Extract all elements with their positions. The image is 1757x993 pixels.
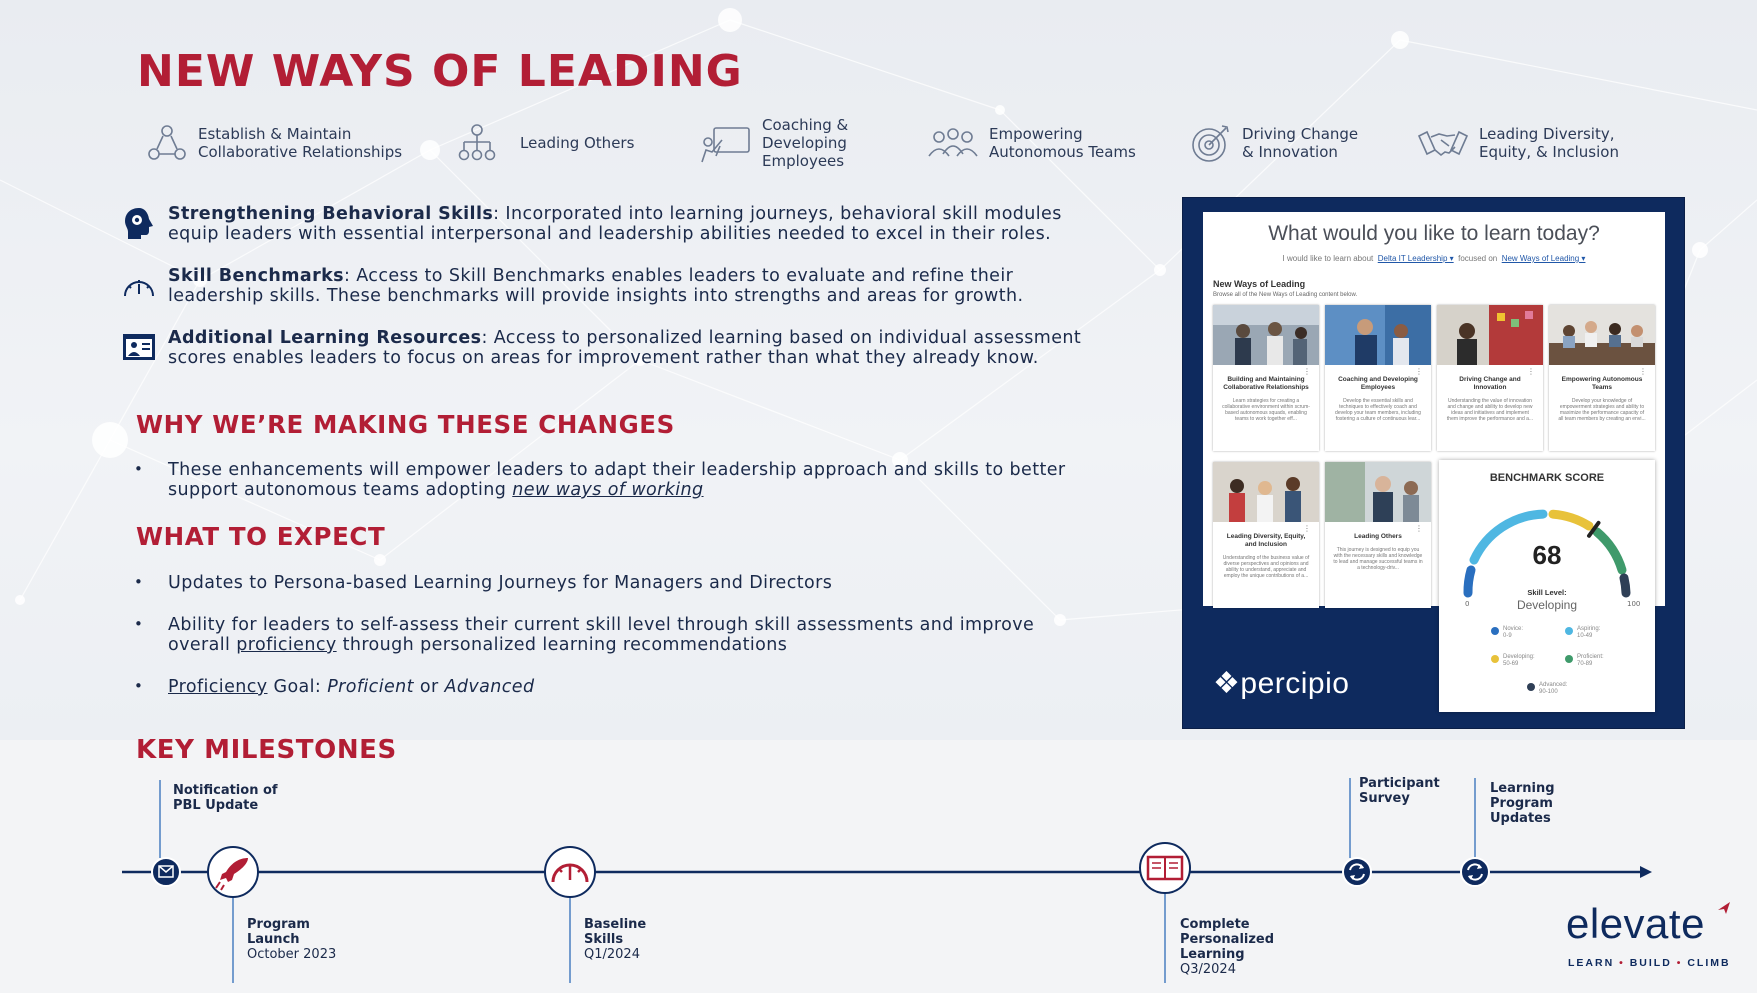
legend-aspiring	[1577, 626, 1600, 640]
feature-desc: : Incorporated into learning journeys, behavioral skill modules equip leaders with essential interpersonal and leadership abilities needed to excel in their roles.	[168, 204, 1062, 244]
expect-bullet-2	[134, 615, 1094, 655]
legend-advanced	[1539, 682, 1567, 696]
course-desc: Develop the essential skills and techniques to effectively coach and develop your team members, including fostering a culture of continuous lear...	[1335, 398, 1421, 422]
course-desc: Develop your knowledge of empowerment strategies and ability to maximize the performance capacity of all team members by creating an envi...	[1558, 398, 1646, 422]
competency-label: Coaching & Developing Employees	[762, 116, 849, 170]
filter-line	[1203, 254, 1665, 263]
bullet-text-part: These enhancements will empower leaders to adapt their leadership approach and skills to better support autonomous teams adopting	[168, 460, 1066, 500]
refresh-icon	[1461, 858, 1489, 886]
course-image	[1549, 305, 1655, 365]
course-card[interactable]	[1325, 462, 1431, 608]
course-card[interactable]	[1549, 305, 1655, 451]
competency-label: Establish & Maintain Collaborative Relationships	[198, 125, 403, 161]
course-card[interactable]	[1213, 462, 1319, 608]
topic-dropdown[interactable]: Delta IT Leadership ▾	[1377, 254, 1454, 263]
milestone-date: October 2023	[247, 947, 337, 962]
legend-dot	[1491, 655, 1499, 663]
milestone-label: Complete Personalized Learning	[1180, 917, 1275, 962]
bullet-text: Updates to Persona-based Learning Journeys for Managers and Directors	[168, 573, 833, 593]
elevate-wordmark: elevate	[1566, 900, 1705, 947]
gauge-min: 0	[1465, 600, 1470, 608]
legend-range: 10-49	[1577, 633, 1593, 639]
course-title: Coaching and Developing Employees	[1338, 376, 1418, 391]
feature-title: Strengthening Behavioral Skills	[168, 204, 494, 224]
rocket-icon	[208, 847, 258, 897]
milestones-heading: KEY MILESTONES	[136, 735, 397, 765]
milestone-label: Program Launch	[247, 917, 310, 947]
course-title: Driving Change and Innovation	[1459, 376, 1521, 391]
course-card[interactable]	[1213, 305, 1319, 451]
feature-learning-resources	[122, 328, 1082, 368]
tag-learn: LEARN	[1568, 957, 1615, 969]
bullet-text-part: or	[413, 677, 445, 697]
competency-label: Leading Diversity, Equity, & Inclusion	[1479, 125, 1619, 161]
mail-icon	[152, 858, 180, 886]
course-image	[1325, 305, 1431, 365]
bullet-text-part: through personalized learning recommendations	[336, 635, 788, 655]
feature-desc: : Access to Skill Benchmarks enables leaders to evaluate and refine their leadership skills. These benchmarks will provide insights into strengths and areas for growth.	[168, 266, 1024, 306]
collaboration-icon	[146, 122, 188, 164]
elevate-logo	[1566, 900, 1736, 975]
skill-level-value: Developing	[1516, 598, 1578, 612]
course-title: Leading Others	[1354, 533, 1402, 540]
feature-skill-benchmarks	[122, 266, 1082, 306]
course-image	[1325, 462, 1431, 522]
more-icon[interactable]: ⋮	[1415, 524, 1423, 533]
legend-name: Aspiring:	[1577, 626, 1601, 632]
more-icon[interactable]: ⋮	[1639, 367, 1647, 376]
plane-icon	[1716, 900, 1732, 916]
bullet-text	[168, 677, 1094, 697]
gauge-max: 100	[1627, 600, 1641, 608]
more-icon[interactable]: ⋮	[1303, 367, 1311, 376]
competency-coaching	[700, 112, 848, 174]
bullet-text-part: Proficient	[327, 677, 414, 697]
benchmark-title: BENCHMARK SCORE	[1489, 472, 1605, 484]
course-title: Leading Diversity, Equity, and Inclusion	[1226, 533, 1306, 548]
legend-range: 90-100	[1539, 689, 1558, 695]
legend-range: 0-9	[1503, 633, 1512, 639]
tag-sep: •	[1676, 957, 1683, 969]
why-heading: WHY WE’RE MAKING THESE CHANGES	[136, 410, 675, 439]
handshake-icon	[1417, 122, 1469, 164]
milestone-program-updates: Learning Program Updates	[1490, 781, 1555, 826]
gauge-icon	[122, 268, 156, 302]
legend-dot	[1527, 683, 1535, 691]
bullet-dot: •	[134, 460, 143, 478]
milestone-program-launch	[247, 917, 336, 962]
head-gear-icon	[122, 206, 156, 240]
feature-text	[168, 328, 1082, 368]
expect-bullet-3	[134, 677, 1094, 697]
course-desc: This journey is designed to equip you with the necessary skills and knowledge to lead and manage successful teams in a technology-driv...	[1333, 547, 1423, 571]
org-chart-icon	[456, 122, 498, 164]
legend-name: Developing:	[1503, 654, 1535, 660]
course-card[interactable]	[1437, 305, 1543, 451]
skill-level-label: Skill Level:	[1527, 588, 1567, 597]
competency-label: Leading Others	[520, 134, 635, 152]
tag-sep: •	[1619, 957, 1625, 969]
percipio-mark-icon: ❖	[1213, 667, 1241, 700]
bullet-dot: •	[134, 677, 143, 695]
bullet-dot: •	[134, 615, 143, 633]
course-title: Empowering Autonomous Teams	[1561, 376, 1643, 391]
target-icon	[1190, 122, 1232, 164]
milestone-participant-survey: Participant Survey	[1359, 776, 1440, 806]
learn-heading: What would you like to learn today?	[1268, 222, 1600, 245]
course-title: Building and Maintaining Collaborative Relationships	[1223, 376, 1309, 391]
proficiency-goal-link[interactable]: Proficiency	[168, 677, 268, 697]
course-image	[1213, 305, 1319, 365]
filter-text: focused on	[1458, 254, 1498, 263]
benchmark-score-card	[1439, 460, 1655, 712]
competency-empowering-teams	[927, 112, 1136, 174]
course-image	[1437, 305, 1543, 365]
milestone-baseline-skills	[584, 917, 646, 962]
tag-climb: CLIMB	[1687, 957, 1731, 969]
course-desc: Learn strategies for creating a collaborative environment within scrum-based autonomous squads, enabling teams to work together eff...	[1222, 398, 1310, 422]
competency-diversity	[1417, 112, 1619, 174]
bullet-dot: •	[134, 573, 143, 591]
benchmark-score: 68	[1532, 540, 1562, 570]
tag-build: BUILD	[1629, 957, 1672, 969]
competency-driving-change	[1190, 112, 1358, 174]
focus-dropdown[interactable]: New Ways of Leading ▾	[1501, 254, 1586, 263]
percipio-logo-text: percipio	[1240, 667, 1350, 700]
legend-proficient	[1577, 654, 1604, 668]
presentation-board-icon	[700, 122, 752, 164]
expect-bullet-1	[134, 573, 1094, 593]
legend-name: Novice:	[1503, 626, 1524, 632]
legend-dot	[1491, 627, 1499, 635]
course-image	[1213, 462, 1319, 522]
feature-title: Additional Learning Resources	[168, 328, 482, 348]
legend-name: Proficient:	[1577, 654, 1604, 660]
legend-range: 50-69	[1503, 661, 1519, 667]
team-icon	[927, 122, 979, 164]
legend-dot	[1565, 655, 1573, 663]
gauge-icon	[545, 847, 595, 897]
proficiency-link[interactable]: proficiency	[236, 635, 337, 655]
milestone-date: Q1/2024	[584, 947, 640, 962]
bullet-text-part: Advanced	[444, 677, 535, 697]
feature-title: Skill Benchmarks	[168, 266, 344, 286]
section-label: New Ways of Leading	[1213, 279, 1306, 289]
milestone-date: Q3/2024	[1180, 962, 1236, 977]
expect-heading: WHAT TO EXPECT	[136, 522, 386, 551]
percipio-logo	[1213, 666, 1349, 701]
browse-label: Browse all of the New Ways of Leading content below.	[1213, 292, 1358, 298]
legend-name: Advanced:	[1539, 682, 1568, 688]
bullet-text	[168, 460, 1094, 500]
legend-dot	[1565, 627, 1573, 635]
elevate-tagline	[1568, 957, 1731, 969]
more-icon[interactable]: ⋮	[1415, 367, 1423, 376]
timeline-arrow-icon	[1640, 866, 1652, 878]
milestone-label: Baseline Skills	[584, 917, 647, 947]
milestone-complete-learning	[1180, 917, 1274, 977]
legend-developing	[1503, 654, 1535, 668]
competency-leading-others	[456, 112, 634, 174]
more-icon[interactable]: ⋮	[1303, 524, 1311, 533]
competency-collaborative-relationships	[146, 112, 402, 174]
bullet-text-part: Ability for leaders to self-assess their current skill level through skill assessments and improve overall	[168, 615, 1035, 655]
competency-label: Empowering Autonomous Teams	[989, 125, 1136, 161]
competency-label: Driving Change & Innovation	[1242, 125, 1359, 161]
course-card[interactable]	[1325, 305, 1431, 451]
page-title: NEW WAYS OF LEADING	[137, 46, 743, 97]
percipio-screenshot-panel	[1182, 197, 1685, 729]
more-icon[interactable]: ⋮	[1527, 367, 1535, 376]
screen-presenter-icon	[122, 330, 156, 364]
course-desc: Understanding the value of innovation and change and ability to develop new ideas and initiatives and implement them improve the performance and a...	[1446, 398, 1534, 422]
legend-novice	[1503, 626, 1523, 640]
new-ways-of-working-link[interactable]: new ways of working	[512, 480, 704, 500]
course-desc: Understanding of the business value of diverse perspectives and opinions and ability to understand, appreciate and employ the unique contributions of a...	[1222, 555, 1310, 579]
bullet-text-part: Goal:	[267, 677, 328, 697]
open-book-icon	[1140, 843, 1190, 893]
feature-text	[168, 266, 1082, 306]
feature-text	[168, 204, 1082, 244]
filter-text: I would like to learn about	[1282, 254, 1374, 263]
feature-desc: : Access to personalized learning based on individual assessment scores enables leaders to focus on areas for improvement rather than what they already know.	[168, 328, 1082, 368]
feature-behavioral-skills	[122, 204, 1082, 244]
why-bullet	[134, 460, 1094, 500]
bullet-text	[168, 615, 1094, 655]
refresh-icon	[1343, 858, 1371, 886]
milestone-notification: Notification of PBL Update	[173, 783, 278, 813]
gauge-developing-arc	[1553, 514, 1589, 526]
legend-range: 70-89	[1577, 661, 1593, 667]
